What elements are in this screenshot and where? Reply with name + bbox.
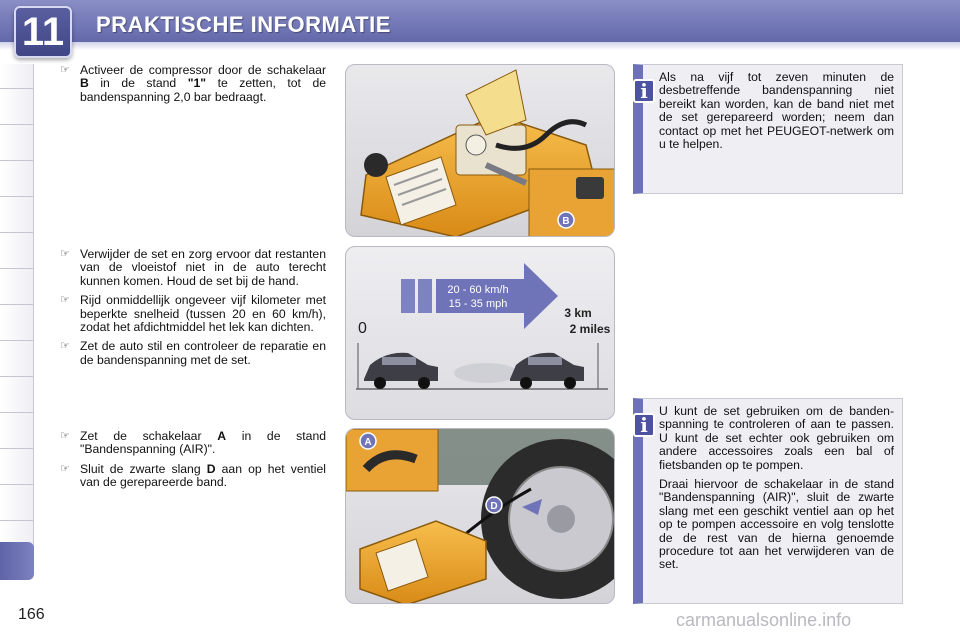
switch-b	[576, 177, 604, 199]
chapter-tab-divider	[0, 520, 34, 521]
instruction-text: in de stand	[88, 76, 188, 91]
page-title: PRAKTISCHE INFORMATIE	[96, 12, 391, 37]
instruction-item	[58, 430, 326, 457]
instruction-text: te zetten, tot de bandenspanning 2,0 bar bedraagt.	[80, 76, 326, 104]
pointing-hand-icon: ☞	[60, 294, 70, 307]
instruction-text: Zet de schakelaar	[80, 429, 218, 443]
instruction-item	[58, 463, 326, 490]
chapter-tab-divider	[0, 160, 34, 161]
chapter-tab-divider	[0, 484, 34, 485]
chapter-tab-divider	[0, 268, 34, 269]
figure-compressor-switch-b	[345, 64, 615, 237]
info-box-2-paragraph-1: U kunt de set gebruiken om de bandenspanning te controleren of aan te passen. U kunt de set echter ook gebruiken om andere accessoires zoals een bal of fietsbanden op te pompen.	[659, 404, 894, 472]
car-end	[510, 353, 584, 389]
instructions-group-2	[58, 248, 326, 373]
chapter-tab-divider	[0, 232, 34, 233]
instruction-text: Rijd onmiddellijk ongeveer vijf kilometer met beperkte snelheid (tussen 20 en 60 km/h), zodat het afdichtmiddel het lek kan dichten.	[80, 293, 326, 335]
pressure-gauge	[466, 135, 486, 155]
kit-knob	[364, 153, 388, 177]
switch-position: "1"	[187, 76, 207, 91]
pointing-hand-icon: ☞	[60, 430, 70, 442]
compressor-kit-illustration	[346, 65, 615, 237]
distance-miles-label: 2 miles	[569, 322, 611, 336]
chapter-tab-strip	[0, 64, 34, 574]
header-strip	[0, 42, 960, 50]
watermark: carmanualsonline.info	[676, 610, 852, 630]
page-number: 166	[18, 606, 45, 623]
speed-bar	[401, 279, 415, 313]
switch-label-b: B	[80, 76, 89, 91]
chapter-tab-divider	[0, 304, 34, 305]
distance-km-label: 3 km	[564, 306, 592, 320]
instruction-text: Verwijder de set en zorg ervoor dat restanten van de vloeistof niet in de auto terecht kunnen komen. Houd de set bij de hand.	[80, 247, 326, 288]
wheel-hub	[547, 505, 575, 533]
car-start	[364, 353, 438, 389]
info-box-2	[633, 398, 903, 604]
chapter-tab-divider	[0, 196, 34, 197]
chapter-tab-divider	[0, 124, 34, 125]
instruction-text: in de stand "Bandenspanning (AIR)".	[80, 429, 326, 457]
instructions-group-3	[58, 430, 326, 496]
figure-inflate-tyre	[345, 428, 615, 604]
chapter-tab-divider	[0, 448, 34, 449]
chapter-tab-divider	[0, 376, 34, 377]
instruction-text: Activeer de compressor door de schakelaar	[80, 63, 326, 77]
instructions-group-1	[58, 64, 326, 110]
motion-blur	[454, 363, 518, 383]
speed-bar	[418, 279, 432, 313]
callout-d-label: D	[490, 501, 498, 512]
instruction-item	[58, 64, 326, 104]
chapter-tab-active	[0, 542, 34, 580]
info-icon: i	[633, 413, 655, 437]
instruction-text: Sluit de zwarte slang	[80, 461, 207, 476]
inflate-tyre-illustration	[346, 429, 615, 604]
speed-arrow	[436, 263, 558, 329]
instruction-item	[58, 294, 326, 334]
instruction-text: Zet de auto stil en controleer de reparatie en de bandenspanning met de set.	[80, 339, 326, 367]
chapter-tab-divider	[0, 88, 34, 89]
pointing-hand-icon: ☞	[60, 64, 70, 76]
drive-distance-illustration	[346, 247, 615, 420]
chapter-tab-divider	[0, 340, 34, 341]
pointing-hand-icon: ☞	[60, 248, 70, 260]
chapter-tab-divider	[0, 412, 34, 413]
start-distance-label: 0	[358, 320, 367, 337]
info-box-2-paragraph-2: Draai hiervoor de schakelaar in de stand "Bandenspanning (AIR)", sluit de zwarte slang met een geschikt ventiel aan op het op te pompen accessoire en volg tenslotte de de rest van de hierna genoemde procedure tot aan het verwijderen van de set.	[659, 477, 894, 572]
speed-mph-label: 15 - 35 mph	[448, 298, 508, 310]
figure-drive-distance	[345, 246, 615, 420]
info-box-1	[633, 64, 903, 194]
instruction-text: aan op het ventiel van de gerepareerde band.	[80, 461, 327, 490]
hose-label-d: D	[206, 461, 216, 476]
callout-b-label: B	[562, 216, 570, 227]
instruction-item	[58, 248, 326, 288]
speed-kmh-label: 20 - 60 km/h	[447, 284, 509, 296]
switch-label-a: A	[217, 429, 227, 443]
instruction-item	[58, 340, 326, 367]
callout-a-label: A	[364, 437, 372, 448]
info-box-1-text: Als na vijf tot zeven minuten de desbetreffende bandenspanning niet bereikt kan worden, kan de band niet met de set gerepareerd worden; neem dan contact op met het PEUGEOT-netwerk om u te helpen.	[659, 70, 894, 152]
pointing-hand-icon: ☞	[60, 462, 70, 475]
info-icon: i	[633, 79, 655, 103]
pointing-hand-icon: ☞	[60, 340, 70, 353]
chapter-number: 11	[14, 6, 72, 58]
